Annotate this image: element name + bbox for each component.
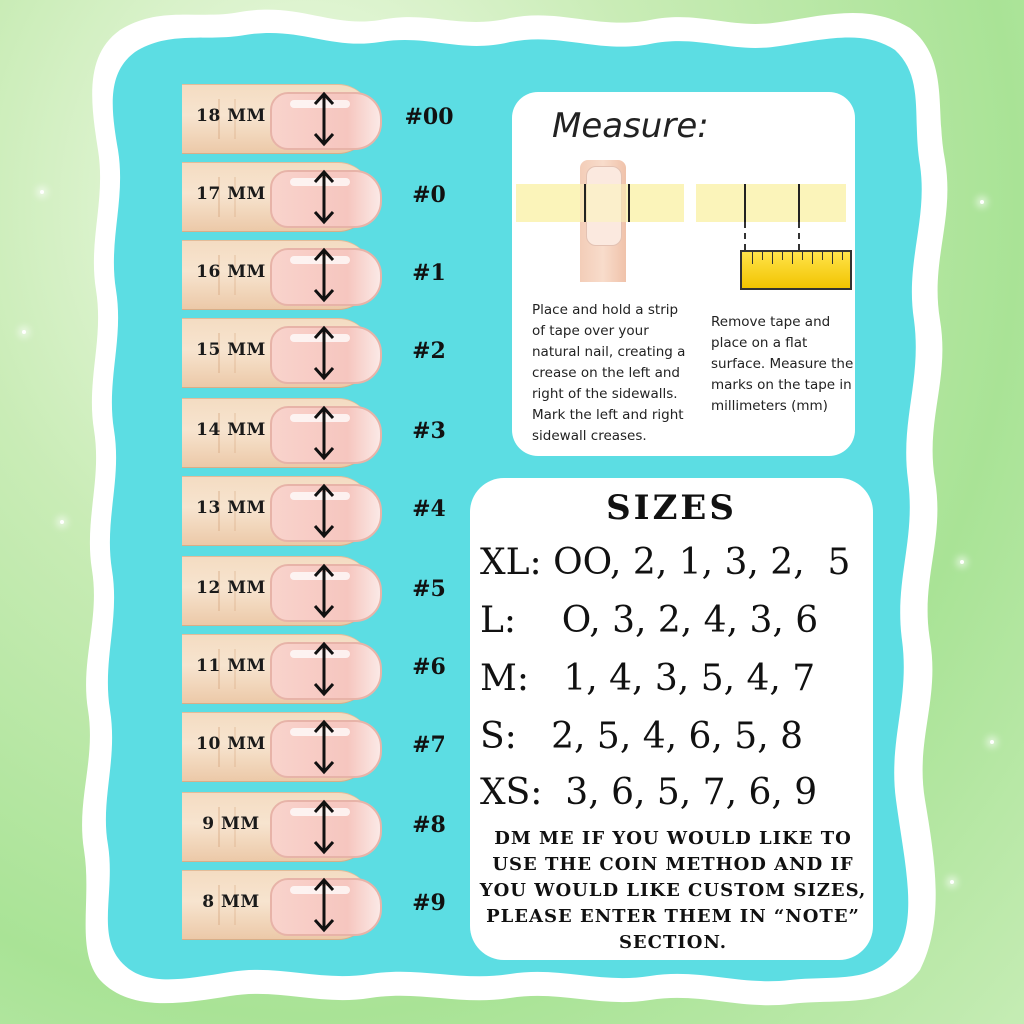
nail-width-label: 17 MM — [196, 184, 266, 204]
sizes-card — [470, 478, 873, 960]
sparkle — [990, 740, 994, 744]
size-row-m: M: 1, 4, 3, 5, 4, 7 — [480, 658, 816, 699]
nail-size-row — [182, 712, 472, 780]
tape-strip-overlay — [516, 184, 684, 222]
nail-size-number: #6 — [412, 654, 446, 680]
nail-width-label: 13 MM — [196, 498, 266, 518]
nail-width-label: 14 MM — [196, 420, 266, 440]
double-arrow-icon — [310, 561, 338, 621]
nail-size-row — [182, 162, 472, 230]
nail-size-number: #7 — [412, 732, 446, 758]
sparkle — [60, 520, 64, 524]
nail-size-number: #8 — [412, 812, 446, 838]
tape-mark — [744, 184, 746, 222]
nail-width-label: 9 MM — [202, 814, 260, 834]
nail-size-row — [182, 792, 472, 860]
double-arrow-icon — [310, 797, 338, 857]
double-arrow-icon — [310, 639, 338, 699]
nail-size-row — [182, 84, 472, 152]
nail-size-row — [182, 318, 472, 386]
size-row-s: S: 2, 5, 4, 6, 5, 8 — [480, 716, 803, 757]
double-arrow-icon — [310, 89, 338, 149]
sparkle — [40, 190, 44, 194]
nail-size-number: #5 — [412, 576, 446, 602]
double-arrow-icon — [310, 717, 338, 777]
double-arrow-icon — [310, 167, 338, 227]
nail-width-label: 18 MM — [196, 106, 266, 126]
size-row-xs: XS: 3, 6, 5, 7, 6, 9 — [480, 772, 818, 813]
nail-size-number: #3 — [412, 418, 446, 444]
nail-size-row — [182, 870, 472, 938]
nail-size-row — [182, 476, 472, 544]
sparkle — [980, 200, 984, 204]
double-arrow-icon — [310, 403, 338, 463]
removed-tape-strip — [696, 184, 846, 222]
double-arrow-icon — [310, 875, 338, 935]
measure-step-2: Remove tape and place on a flat surface. Measure the marks on the tape in millimeters (mm) — [711, 314, 854, 414]
size-row-xl: XL: OO, 2, 1, 3, 2, 5 — [480, 542, 851, 583]
measure-card — [512, 92, 855, 456]
sizes-title: SIZES — [606, 488, 737, 528]
double-arrow-icon — [310, 481, 338, 541]
nail-width-label: 8 MM — [202, 892, 260, 912]
tape-mark — [584, 184, 586, 222]
measure-title: Measure: — [552, 106, 709, 146]
nail-size-row — [182, 556, 472, 624]
nail-size-number: #2 — [412, 338, 446, 364]
nail-size-row — [182, 634, 472, 702]
nail-width-label: 11 MM — [196, 656, 266, 676]
size-row-l: L: O, 3, 2, 4, 3, 6 — [480, 600, 819, 641]
tape-mark — [798, 184, 800, 222]
double-arrow-icon — [310, 245, 338, 305]
measure-guide-line — [798, 222, 800, 250]
nail-width-label: 10 MM — [196, 734, 266, 754]
double-arrow-icon — [310, 323, 338, 383]
nail-size-row — [182, 240, 472, 308]
ruler-icon — [740, 250, 852, 290]
measure-step-1: Place and hold a strip of tape over your natural nail, creating a crease on the left and right of the sidewalls. Mark the left and right sidewall creases. — [532, 302, 686, 444]
custom-size-note: DM ME IF YOU WOULD LIKE TO USE THE COIN METHOD AND IF YOU WOULD LIKE CUSTOM SIZES, PLEASE ENTER THEM IN “NOTE” SECTION. — [479, 828, 867, 953]
sparkle — [950, 880, 954, 884]
sparkle — [960, 560, 964, 564]
sparkle — [22, 330, 26, 334]
nail-size-number: #0 — [412, 182, 446, 208]
nail-size-number: #00 — [404, 104, 454, 130]
nail-width-label: 12 MM — [196, 578, 266, 598]
measure-guide-line — [744, 222, 746, 250]
tape-mark — [628, 184, 630, 222]
nail-size-number: #1 — [412, 260, 446, 286]
nail-width-label: 16 MM — [196, 262, 266, 282]
nail-width-label: 15 MM — [196, 340, 266, 360]
nail-size-number: #4 — [412, 496, 446, 522]
nail-size-number: #9 — [412, 890, 446, 916]
nail-size-row — [182, 398, 472, 466]
